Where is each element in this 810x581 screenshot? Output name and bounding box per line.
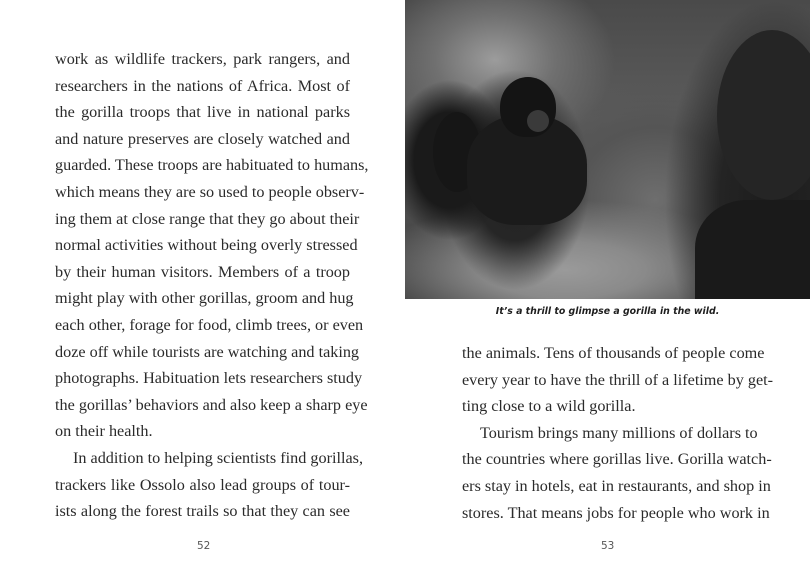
text-line: by their human visitors. Members of a troop [55, 262, 350, 281]
text-line: each other, forage for food, climb trees, or even [55, 315, 364, 334]
text-line: researchers in the nations of Africa. Most of [55, 76, 350, 95]
text-line: normal activities without being overly stressed [55, 236, 358, 255]
text-line: the gorillas’ behaviors and also keep a sharp eye [55, 395, 368, 414]
text-line: the gorilla troops that live in national parks [55, 103, 350, 122]
text-line: photographs. Habituation lets researchers study [55, 369, 363, 388]
page-number: 52 [197, 540, 211, 552]
photo-caption: It’s a thrill to glimpse a gorilla in the wild. [495, 306, 720, 317]
text-line: guarded. These troops are habituated to humans, [55, 156, 369, 175]
text-line: on their health. [55, 422, 153, 441]
person-shoulder-shape [695, 200, 810, 299]
text-line: which means they are so used to people observ- [55, 182, 365, 201]
text-line: Tourism brings many millions of dollars to [480, 423, 758, 442]
person-head-shape [717, 30, 810, 200]
text-line: ing them at close range that they go about their [55, 209, 360, 228]
text-line: doze off while tourists are watching and taking [55, 342, 360, 361]
right-page [405, 0, 810, 581]
right-page-body-text [462, 340, 774, 526]
text-line: the countries where gorillas live. Gorilla watch- [462, 450, 772, 469]
text-line: every year to have the thrill of a lifetime by get- [462, 370, 774, 389]
text-line: and nature preserves are closely watched and [55, 129, 350, 148]
text-line: work as wildlife trackers, park rangers, and [55, 50, 350, 68]
text-line: stores. That means jobs for people who work in [462, 503, 770, 522]
left-page-body-text [55, 46, 369, 525]
text-line: trackers like Ossolo also lead groups of tour- [55, 475, 350, 494]
text-line: the animals. Tens of thousands of people come [462, 344, 765, 362]
page-number: 53 [601, 540, 615, 552]
text-line: might play with other gorillas, groom and hug [55, 289, 354, 308]
silverback-head-shape [500, 77, 556, 137]
text-line: In addition to helping scientists find gorillas, [73, 448, 363, 467]
silverback-face-shape [527, 110, 549, 132]
gorilla-photo [405, 0, 810, 299]
text-line: ting close to a wild gorilla. [462, 397, 636, 416]
text-line: ers stay in hotels, eat in restaurants, and shop in [462, 476, 771, 495]
text-line: ists along the forest trails so that they can see [55, 502, 350, 521]
